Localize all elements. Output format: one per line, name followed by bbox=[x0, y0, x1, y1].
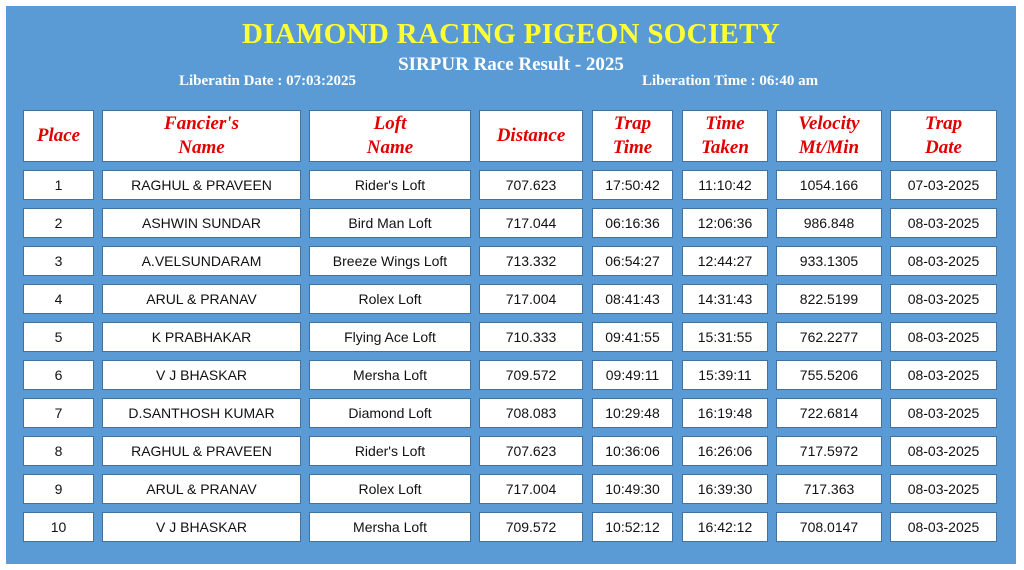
cell-time-taken: 16:19:48 bbox=[682, 398, 768, 428]
cell-time-taken: 12:06:36 bbox=[682, 208, 768, 238]
cell-time-taken: 14:31:43 bbox=[682, 284, 768, 314]
column-header-trap-date: Trap Date bbox=[890, 110, 997, 162]
cell-fancier-name: ASHWIN SUNDAR bbox=[102, 208, 301, 238]
cell-trap-time: 10:49:30 bbox=[592, 474, 673, 504]
cell-loft-name: Diamond Loft bbox=[309, 398, 471, 428]
cell-time-taken: 15:39:11 bbox=[682, 360, 768, 390]
cell-time-taken: 16:39:30 bbox=[682, 474, 768, 504]
cell-velocity: 755.5206 bbox=[776, 360, 882, 390]
cell-place: 4 bbox=[23, 284, 94, 314]
cell-fancier-name: RAGHUL & PRAVEEN bbox=[102, 170, 301, 200]
cell-fancier-name: ARUL & PRANAV bbox=[102, 474, 301, 504]
cell-velocity: 708.0147 bbox=[776, 512, 882, 542]
cell-trap-time: 09:41:55 bbox=[592, 322, 673, 352]
cell-velocity: 717.363 bbox=[776, 474, 882, 504]
cell-fancier-name: D.SANTHOSH KUMAR bbox=[102, 398, 301, 428]
liberation-date: Liberatin Date : 07:03:2025 bbox=[179, 73, 357, 89]
cell-distance: 713.332 bbox=[479, 246, 583, 276]
cell-loft-name: Mersha Loft bbox=[309, 512, 471, 542]
cell-trap-time: 09:49:11 bbox=[592, 360, 673, 390]
cell-trap-date: 08-03-2025 bbox=[890, 512, 997, 542]
cell-place: 5 bbox=[23, 322, 94, 352]
race-subtitle: SIRPUR Race Result - 2025 bbox=[398, 54, 624, 75]
cell-time-taken: 11:10:42 bbox=[682, 170, 768, 200]
cell-velocity: 762.2277 bbox=[776, 322, 882, 352]
cell-trap-time: 17:50:42 bbox=[592, 170, 673, 200]
column-header-fancier-name: Fancier's Name bbox=[102, 110, 301, 162]
cell-trap-time: 10:29:48 bbox=[592, 398, 673, 428]
cell-trap-time: 10:36:06 bbox=[592, 436, 673, 466]
cell-trap-date: 08-03-2025 bbox=[890, 322, 997, 352]
column-header-loft-name: Loft Name bbox=[309, 110, 471, 162]
cell-distance: 707.623 bbox=[479, 170, 583, 200]
cell-trap-time: 10:52:12 bbox=[592, 512, 673, 542]
cell-fancier-name: V J BHASKAR bbox=[102, 512, 301, 542]
cell-place: 9 bbox=[23, 474, 94, 504]
cell-trap-date: 07-03-2025 bbox=[890, 170, 997, 200]
column-header-velocity: Velocity Mt/Min bbox=[776, 110, 882, 162]
column-header-distance: Distance bbox=[479, 110, 583, 162]
cell-velocity: 1054.166 bbox=[776, 170, 882, 200]
cell-trap-time: 08:41:43 bbox=[592, 284, 673, 314]
cell-distance: 709.572 bbox=[479, 512, 583, 542]
cell-place: 1 bbox=[23, 170, 94, 200]
liberation-time: Liberation Time : 06:40 am bbox=[642, 73, 819, 89]
cell-trap-time: 06:54:27 bbox=[592, 246, 673, 276]
cell-place: 8 bbox=[23, 436, 94, 466]
cell-distance: 708.083 bbox=[479, 398, 583, 428]
cell-fancier-name: K PRABHAKAR bbox=[102, 322, 301, 352]
cell-velocity: 822.5199 bbox=[776, 284, 882, 314]
cell-distance: 717.004 bbox=[479, 474, 583, 504]
cell-velocity: 986.848 bbox=[776, 208, 882, 238]
cell-velocity: 717.5972 bbox=[776, 436, 882, 466]
cell-distance: 710.333 bbox=[479, 322, 583, 352]
cell-fancier-name: RAGHUL & PRAVEEN bbox=[102, 436, 301, 466]
results-panel bbox=[6, 6, 1016, 564]
cell-trap-date: 08-03-2025 bbox=[890, 474, 997, 504]
cell-place: 2 bbox=[23, 208, 94, 238]
cell-loft-name: Bird Man Loft bbox=[309, 208, 471, 238]
cell-time-taken: 12:44:27 bbox=[682, 246, 768, 276]
cell-loft-name: Mersha Loft bbox=[309, 360, 471, 390]
cell-time-taken: 15:31:55 bbox=[682, 322, 768, 352]
cell-distance: 717.004 bbox=[479, 284, 583, 314]
cell-loft-name: Rider's Loft bbox=[309, 436, 471, 466]
society-title: DIAMOND RACING PIGEON SOCIETY bbox=[242, 18, 780, 50]
cell-loft-name: Rolex Loft bbox=[309, 474, 471, 504]
cell-fancier-name: V J BHASKAR bbox=[102, 360, 301, 390]
column-header-time-taken: Time Taken bbox=[682, 110, 768, 162]
cell-trap-date: 08-03-2025 bbox=[890, 246, 997, 276]
cell-loft-name: Flying Ace Loft bbox=[309, 322, 471, 352]
cell-velocity: 933.1305 bbox=[776, 246, 882, 276]
cell-place: 7 bbox=[23, 398, 94, 428]
column-header-trap-time: Trap Time bbox=[592, 110, 673, 162]
cell-place: 10 bbox=[23, 512, 94, 542]
cell-fancier-name: ARUL & PRANAV bbox=[102, 284, 301, 314]
cell-trap-date: 08-03-2025 bbox=[890, 284, 997, 314]
column-header-place: Place bbox=[23, 110, 94, 162]
cell-loft-name: Rolex Loft bbox=[309, 284, 471, 314]
cell-place: 3 bbox=[23, 246, 94, 276]
cell-trap-date: 08-03-2025 bbox=[890, 360, 997, 390]
cell-distance: 717.044 bbox=[479, 208, 583, 238]
cell-trap-date: 08-03-2025 bbox=[890, 436, 997, 466]
cell-trap-date: 08-03-2025 bbox=[890, 208, 997, 238]
cell-velocity: 722.6814 bbox=[776, 398, 882, 428]
cell-trap-date: 08-03-2025 bbox=[890, 398, 997, 428]
cell-distance: 709.572 bbox=[479, 360, 583, 390]
cell-time-taken: 16:42:12 bbox=[682, 512, 768, 542]
cell-fancier-name: A.VELSUNDARAM bbox=[102, 246, 301, 276]
cell-loft-name: Breeze Wings Loft bbox=[309, 246, 471, 276]
cell-loft-name: Rider's Loft bbox=[309, 170, 471, 200]
cell-distance: 707.623 bbox=[479, 436, 583, 466]
cell-place: 6 bbox=[23, 360, 94, 390]
cell-trap-time: 06:16:36 bbox=[592, 208, 673, 238]
cell-time-taken: 16:26:06 bbox=[682, 436, 768, 466]
